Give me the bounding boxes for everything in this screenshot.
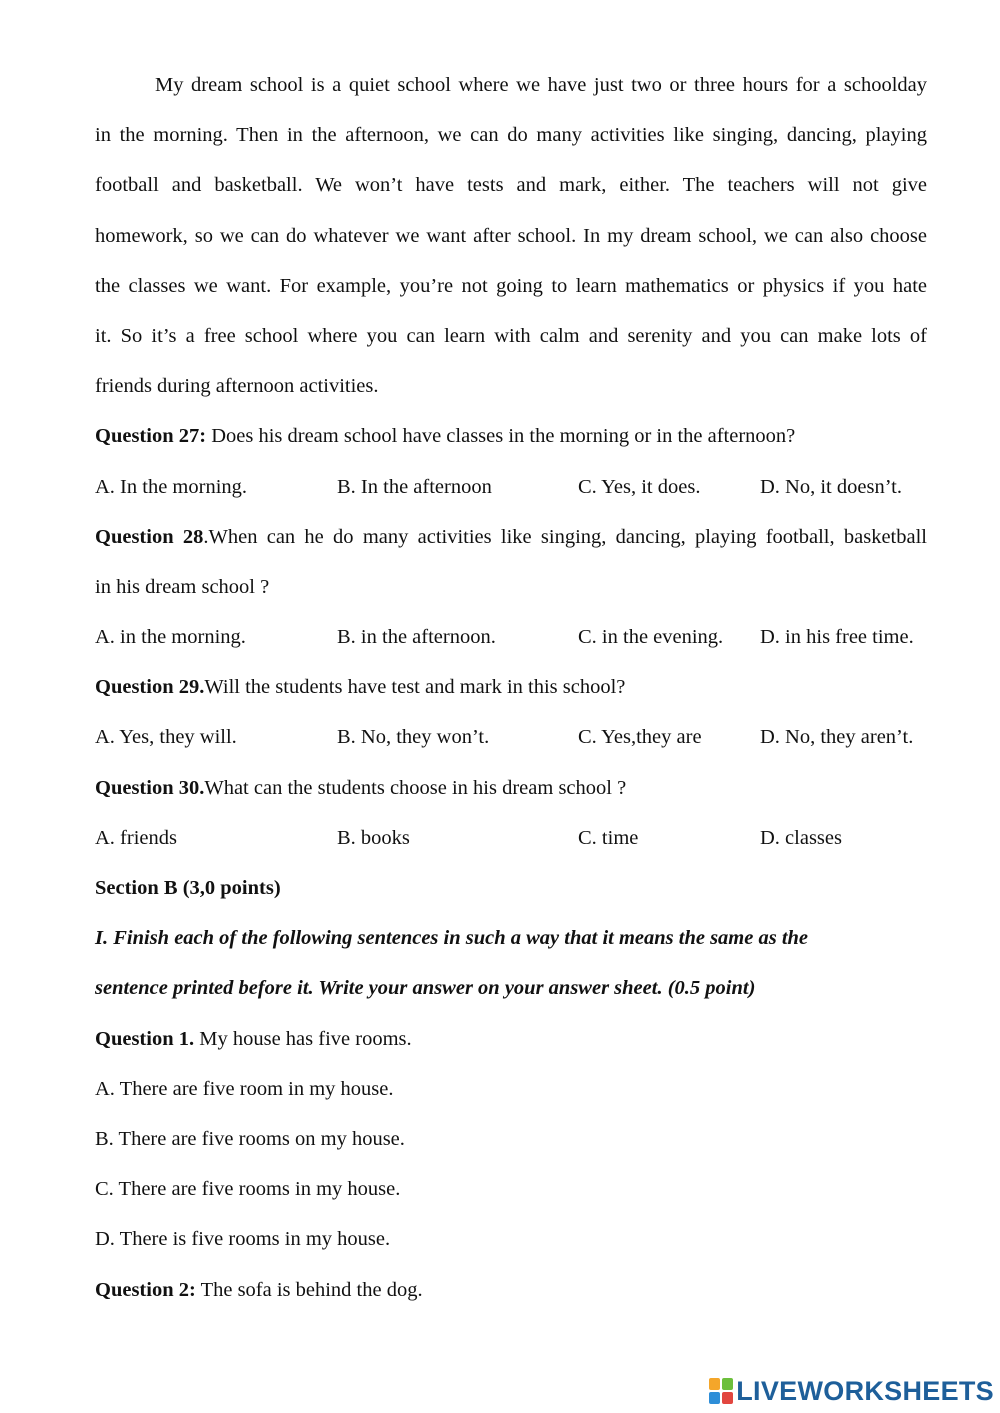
- passage-line: the classes we want. For example, you’re not going to learn mathematics or physics if you hate: [95, 274, 927, 297]
- question-label: Question 2:: [95, 1278, 196, 1301]
- logo-square: [709, 1392, 720, 1404]
- option-b[interactable]: B. No, they won’t.: [337, 726, 490, 749]
- question-2: [95, 1265, 927, 1315]
- worksheet-page: [95, 60, 927, 1315]
- question-text: .When can he do many activities like singing, dancing, playing football, basketball: [203, 525, 927, 548]
- section-title-text: Section B (3,0 points): [95, 877, 281, 899]
- option-d[interactable]: D. There is five rooms in my house.: [95, 1228, 391, 1251]
- option-b[interactable]: B. In the afternoon: [337, 475, 492, 498]
- option-c[interactable]: C. in the evening.: [578, 626, 724, 649]
- option-d[interactable]: D. No, it doesn’t.: [760, 475, 902, 498]
- question-text-continued: in his dream school ?: [95, 575, 270, 598]
- options-30: [95, 813, 927, 863]
- option-d[interactable]: D. classes: [760, 826, 842, 849]
- question-label: Question 29.: [95, 676, 205, 699]
- option-b[interactable]: B. in the afternoon.: [337, 626, 496, 649]
- question-text: Will the students have test and mark in this school?: [204, 676, 626, 699]
- question-label: Question 1.: [95, 1027, 195, 1050]
- option-a[interactable]: A. friends: [95, 826, 177, 849]
- option-a[interactable]: A. There are five room in my house.: [95, 1077, 394, 1100]
- question-label: Question 27:: [95, 425, 207, 448]
- question-27: [95, 411, 927, 461]
- option-d[interactable]: D. in his free time.: [760, 626, 914, 649]
- question-1: [95, 1014, 927, 1064]
- option-c[interactable]: C. Yes,they are: [578, 726, 702, 749]
- option-b[interactable]: B. There are five rooms on my house.: [95, 1127, 405, 1150]
- passage-line: My dream school is a quiet school where we have just two or three hours for a schoolday: [155, 74, 927, 96]
- option-d[interactable]: D. No, they aren’t.: [760, 726, 914, 749]
- question-text: My house has five rooms.: [194, 1027, 412, 1050]
- question-29: [95, 662, 927, 712]
- option-a[interactable]: A. In the morning.: [95, 475, 248, 498]
- liveworksheets-logo[interactable]: [709, 1375, 994, 1407]
- option-c[interactable]: C. There are five rooms in my house.: [95, 1178, 401, 1201]
- passage-line: football and basketball. We won’t have tests and mark, either. The teachers will not give: [95, 174, 927, 197]
- logo-icon: [709, 1378, 733, 1404]
- section-instruction: I. Finish each of the following sentences in such a way that it means the same as the: [95, 927, 809, 950]
- question-text: What can the students choose in his dream school ?: [204, 776, 627, 799]
- option-c[interactable]: C. time: [578, 826, 639, 849]
- passage-line: it. So it’s a free school where you can learn with calm and serenity and you can make lots of: [95, 324, 927, 347]
- question-text: Does his dream school have classes in the morning or in the afternoon?: [206, 425, 796, 448]
- option-c[interactable]: C. Yes, it does.: [578, 475, 701, 498]
- options-27: [95, 462, 927, 512]
- section-instruction: sentence printed before it. Write your answer on your answer sheet. (0.5 point): [95, 977, 756, 1000]
- passage-line: friends during afternoon activities.: [95, 375, 379, 398]
- logo-square: [709, 1378, 720, 1390]
- question-label: Question 30.: [95, 776, 205, 799]
- passage-line: in the morning. Then in the afternoon, we can do many activities like singing, dancing, playing: [95, 124, 927, 147]
- logo-square: [722, 1378, 733, 1390]
- section-b-title: [95, 863, 927, 913]
- question-text: The sofa is behind the dog.: [195, 1278, 423, 1301]
- options-29: [95, 712, 927, 762]
- option-a[interactable]: A. Yes, they will.: [95, 726, 237, 749]
- logo-square: [722, 1392, 733, 1404]
- question-28: [95, 512, 927, 562]
- option-a[interactable]: A. in the morning.: [95, 626, 246, 649]
- question-label: Question 28: [95, 525, 204, 548]
- option-b[interactable]: B. books: [337, 826, 410, 849]
- question-30: [95, 763, 927, 813]
- brand-text: LIVEWORKSHEETS: [736, 1375, 994, 1406]
- passage-line: homework, so we can do whatever we want after school. In my dream school, we can also choose: [95, 224, 927, 247]
- options-28: [95, 612, 927, 662]
